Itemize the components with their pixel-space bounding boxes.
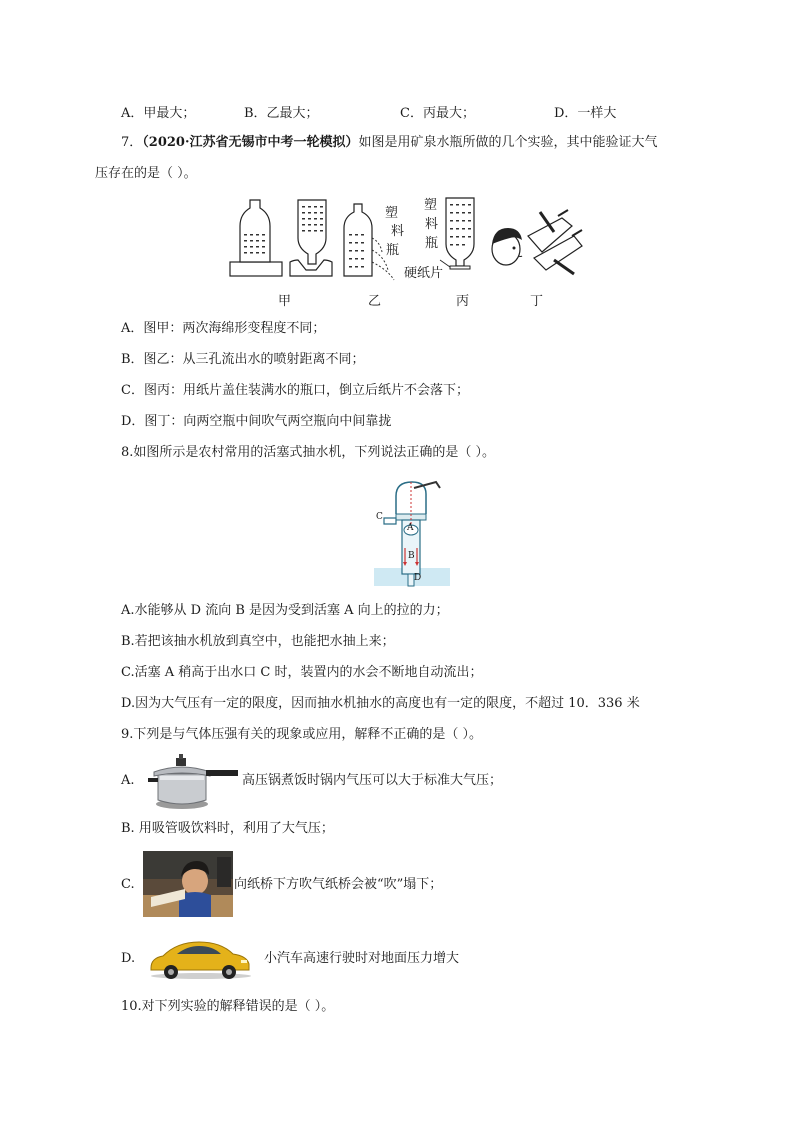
fig-jia-upright-bottle — [230, 200, 282, 276]
q8-option-b: B.若把该抽水机放到真空中，也能把水抽上来； — [121, 634, 395, 649]
q8-pump-figure — [372, 478, 454, 588]
label-liao: 料 — [391, 224, 405, 239]
pump-label-b: B — [408, 551, 415, 561]
q9-option-c-text: 向纸桥下方吹气纸桥会被“吹”塌下； — [234, 877, 443, 892]
q6-option-a: A．甲最大； — [121, 106, 196, 121]
q9-stem: 9.下列是与气体压强有关的现象或应用，解释不正确的是（ ）。 — [121, 727, 483, 742]
q7-stem-text: 如图是用矿泉水瓶所做的几个实验，其中能验证大气 — [358, 135, 658, 150]
q9-option-c-label: C. — [121, 877, 135, 892]
q7-stem-line1 — [121, 134, 658, 152]
q7-figure — [228, 194, 608, 304]
q10-stem: 10.对下列实验的解释错误的是（ ）。 — [121, 999, 335, 1014]
caption-yi: 乙 — [368, 294, 382, 309]
pump-label-a: A — [407, 523, 414, 533]
caption-bing: 丙 — [456, 294, 470, 309]
pump-label-d: D — [414, 573, 422, 583]
q7-option-d: D．图丁：向两空瓶中间吹气两空瓶向中间靠拢 — [121, 414, 392, 429]
q7-prefix: 7． — [121, 135, 143, 150]
q8-option-d: D.因为大气压有一定的限度，因而抽水机抽水的高度也有一定的限度，不超过 10．336 米 — [121, 696, 640, 711]
label-ping2: 瓶 — [425, 236, 439, 251]
paper-bridge-photo — [143, 851, 233, 917]
q8-option-a: A.水能够从 D 流向 B 是因为受到活塞 A 向上的拉的力； — [121, 603, 449, 618]
label-ping: 瓶 — [386, 243, 400, 258]
label-su: 塑 — [385, 206, 399, 221]
q9-option-d-text: 小汽车高速行驶时对地面压力增大 — [264, 951, 460, 966]
q6-option-c: C．丙最大； — [400, 106, 475, 121]
label-card: 硬纸片 — [404, 266, 444, 281]
label-su2: 塑 — [424, 198, 438, 213]
fig-bing-inverted-bottle — [440, 198, 474, 269]
q9-option-b: B. 用吸管吸饮料时，利用了大气压； — [121, 821, 334, 836]
fig-jia-inverted-bottle — [290, 200, 332, 276]
q8-option-c: C.活塞 A 稍高于出水口 C 时，装置内的水会不断地自动流出； — [121, 665, 483, 680]
caption-ding: 丁 — [530, 294, 544, 309]
q9-option-a-label: A. — [121, 773, 135, 788]
q9-option-d-label: D. — [121, 951, 136, 966]
q9-option-a-text: 高压锅煮饭时锅内气压可以大于标准大气压； — [242, 773, 503, 788]
q7-option-c: C．图丙：用纸片盖住装满水的瓶口，倒立后纸片不会落下； — [121, 383, 469, 398]
pressure-cooker-image — [146, 752, 240, 810]
q6-option-b: B．乙最大； — [244, 106, 319, 121]
pump-label-c: C — [376, 512, 383, 522]
fig-ding-boy-blowing — [492, 210, 582, 274]
q6-option-d: D．一样大 — [554, 106, 617, 121]
q7-stem-line2: 压存在的是（ ）。 — [95, 166, 197, 181]
caption-jia: 甲 — [278, 294, 292, 309]
label-liao2: 料 — [425, 217, 439, 232]
q7-option-a: A．图甲：两次海绵形变程度不同； — [121, 321, 326, 336]
q8-stem: 8.如图所示是农村常用的活塞式抽水机，下列说法正确的是（ ）。 — [121, 445, 496, 460]
q7-source: （2020·江苏省无锡市中考一轮模拟） — [142, 135, 359, 150]
yellow-car-image — [147, 936, 255, 980]
q7-option-b: B．图乙：从三孔流出水的喷射距离不同； — [121, 352, 365, 367]
